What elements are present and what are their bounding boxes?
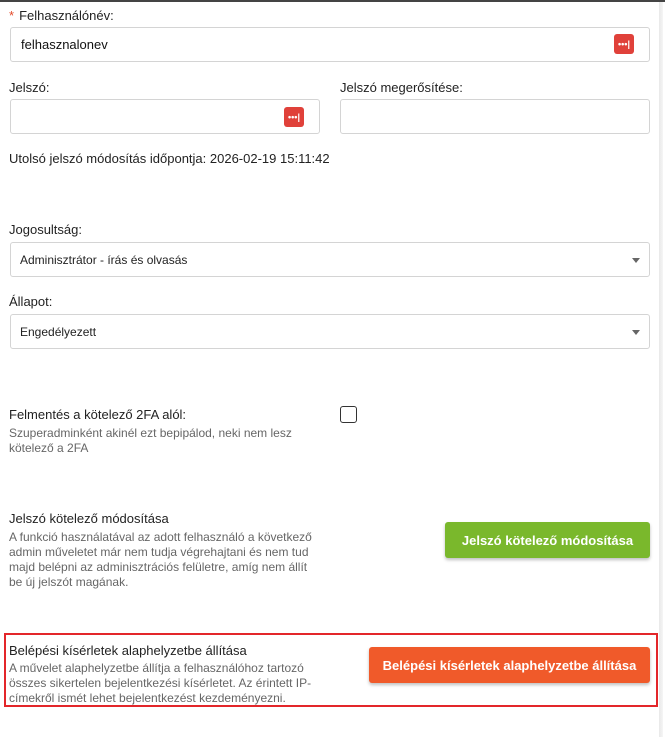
help-line: kötelező a 2FA [9, 441, 89, 455]
help-line: admin műveletet már nem tudja végrehajtani és nem tud [9, 545, 309, 559]
role-selected: Adminisztrátor - írás és olvasás [20, 252, 188, 267]
password-input[interactable] [10, 99, 320, 134]
top-border [0, 0, 665, 2]
role-select[interactable] [10, 242, 650, 277]
status-select[interactable] [10, 314, 650, 349]
role-label: Jogosultság: [9, 222, 82, 237]
help-line: címekről ismét lehet bejelentkezést kezdeményezni. [9, 691, 286, 705]
password-confirm-label: Jelszó megerősítése: [340, 80, 463, 95]
force-password-change-help [9, 530, 312, 590]
password-dots-glyph: •••| [618, 38, 630, 49]
status-label: Állapot: [9, 294, 53, 309]
help-line: A funkció használatával az adott felhasználó a következő [9, 530, 312, 544]
password-dots-icon[interactable] [284, 107, 304, 127]
chevron-down-icon [632, 258, 640, 263]
force-password-change-button[interactable]: Jelszó kötelező módosítása [445, 522, 650, 558]
twofa-exempt-help [9, 426, 292, 456]
scroll-edge [659, 2, 663, 737]
username-input[interactable] [10, 27, 650, 62]
username-label [9, 8, 114, 23]
password-dots-icon[interactable] [614, 34, 634, 54]
username-label-text: Felhasználónév: [19, 8, 114, 23]
help-line: Szuperadminként akinél ezt bepipálod, neki nem lesz [9, 426, 292, 440]
chevron-down-icon [632, 330, 640, 335]
password-label: Jelszó: [9, 80, 50, 95]
force-password-change-title: Jelszó kötelező módosítása [9, 511, 169, 526]
reset-login-attempts-title: Belépési kísérletek alaphelyzetbe állítása [9, 643, 247, 658]
last-password-change: Utolsó jelszó módosítás időpontja: 2026-02-19 15:11:42 [9, 151, 330, 166]
help-line: összes sikertelen bejelentkezési kísérletet. Az érintett IP- [9, 676, 312, 690]
help-line: be új jelszót magának. [9, 575, 129, 589]
twofa-exempt-label: Felmentés a kötelező 2FA alól: [9, 407, 187, 422]
status-selected: Engedélyezett [20, 324, 97, 339]
required-mark: * [9, 8, 15, 23]
help-line: majd belépni az adminisztrációs felületre, amíg nem állít [9, 560, 308, 574]
reset-login-attempts-button[interactable]: Belépési kísérletek alaphelyzetbe állítása [369, 647, 650, 683]
help-line: A művelet alaphelyzetbe állítja a felhasználóhoz tartozó [9, 661, 304, 675]
twofa-exempt-checkbox[interactable] [340, 406, 357, 423]
password-dots-glyph: •••| [288, 111, 300, 122]
password-confirm-input[interactable] [340, 99, 650, 134]
reset-login-attempts-help [9, 661, 311, 706]
